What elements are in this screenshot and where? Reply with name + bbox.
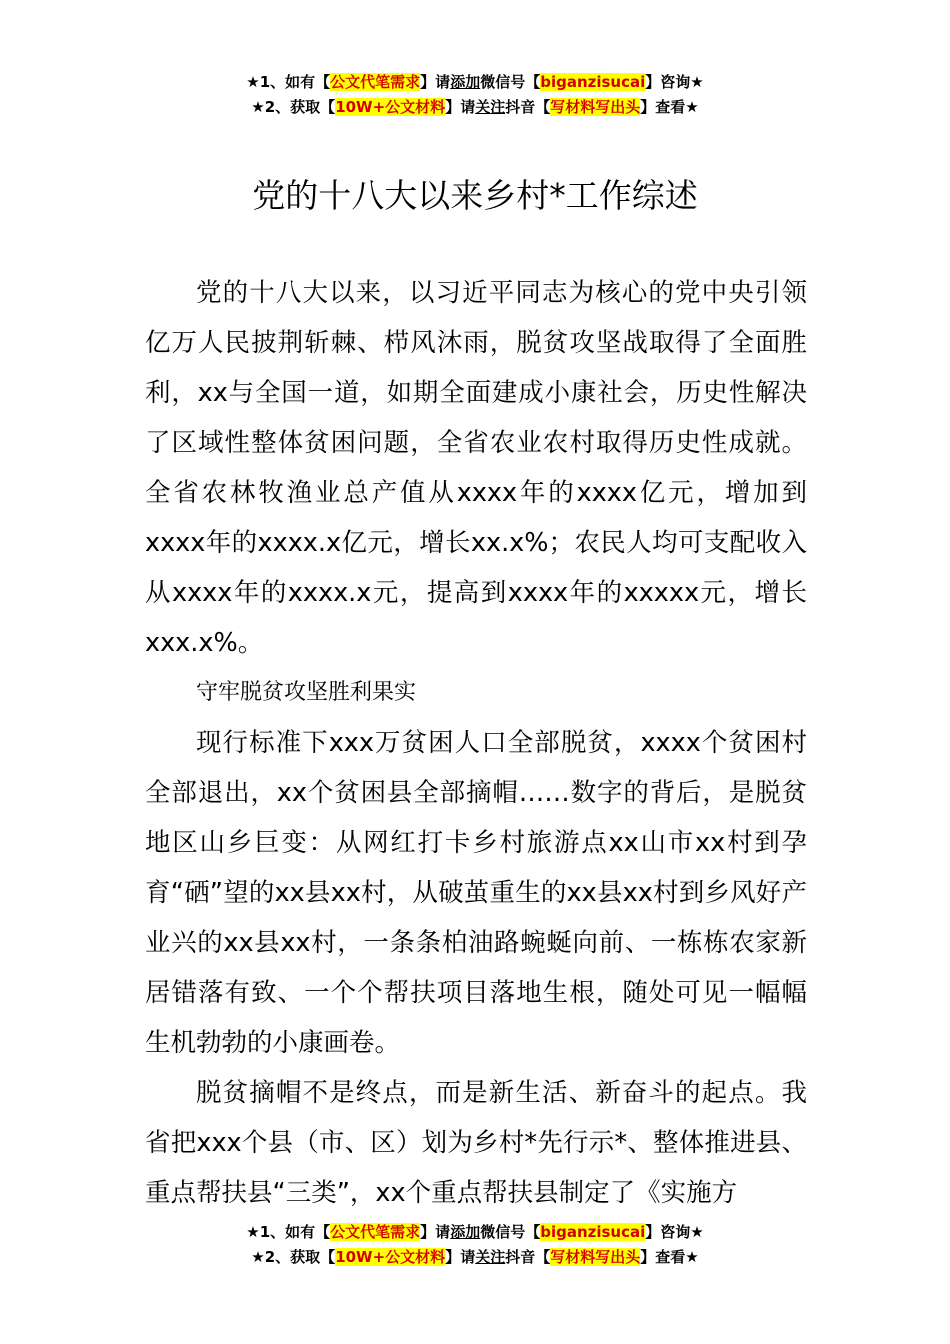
banner-line-1: ★1、如有【公文代笔需求】请添加微信号【biganzisucai】咨询★ <box>246 1223 704 1241</box>
highlight-materials: 10W+公文材料 <box>335 98 446 116</box>
highlight-service: 公文代笔需求 <box>330 1223 421 1241</box>
header-banner <box>0 70 950 120</box>
banner-line-1: ★1、如有【公文代笔需求】请添加微信号【biganzisucai】咨询★ <box>246 73 704 91</box>
banner-line-2: ★2、获取【10W+公文材料】请关注抖音【写材料写出头】查看★ <box>251 1248 699 1266</box>
highlight-service: 公文代笔需求 <box>330 73 421 91</box>
highlight-materials: 10W+公文材料 <box>335 1248 446 1266</box>
section-heading: 守牢脱贫攻坚胜利果实 <box>196 680 417 705</box>
highlight-wechat-id: biganzisucai <box>540 1223 646 1241</box>
paragraph-next: 脱贫摘帽不是终点，而是新生活、新奋斗的起点。我省把xxx个县（市、区）划为乡村*先行示*、整体推进县、重点帮扶县“三类”，xx个重点帮扶县制定了《实施方 <box>145 1078 807 1208</box>
paragraph-poverty: 现行标准下xxx万贫困人口全部脱贫，xxxx个贫困村全部退出，xx个贫困县全部摘帽……数字的背后，是脱贫地区山乡巨变：从网红打卡乡村旅游点xx山市xx村到孕育“硒”望的xx县xx村，从破茧重生的xx县xx村到乡风好产业兴的xx县xx村，一条条柏油路蜿蜒向前、一栋栋农家新居错落有致、一个个帮扶项目落地生根，随处可见一幅幅生机勃勃的小康画卷。 <box>145 728 807 1058</box>
highlight-wechat-id: biganzisucai <box>540 73 646 91</box>
document-title: 党的十八大以来乡村*工作综述 <box>252 176 698 215</box>
highlight-douyin: 写材料写出头 <box>550 1248 641 1266</box>
highlight-douyin: 写材料写出头 <box>550 98 641 116</box>
document-body <box>145 268 807 1218</box>
banner-line-2: ★2、获取【10W+公文材料】请关注抖音【写材料写出头】查看★ <box>251 98 699 116</box>
paragraph-intro: 党的十八大以来，以习近平同志为核心的党中央引领亿万人民披荆斩棘、栉风沐雨，脱贫攻坚战取得了全面胜利，xx与全国一道，如期全面建成小康社会，历史性解决了区域性整体贫困问题，全省农业农村取得历史性成就。全省农林牧渔业总产值从xxxx年的xxxx亿元，增加到xxxx年的xxxx.x亿元，增长xx.x%；农民人均可支配收入从xxxx年的xxxx.x元，提高到xxxx年的xxxxx元，增长xxx.x%。 <box>145 278 807 658</box>
footer-banner <box>0 1220 950 1270</box>
